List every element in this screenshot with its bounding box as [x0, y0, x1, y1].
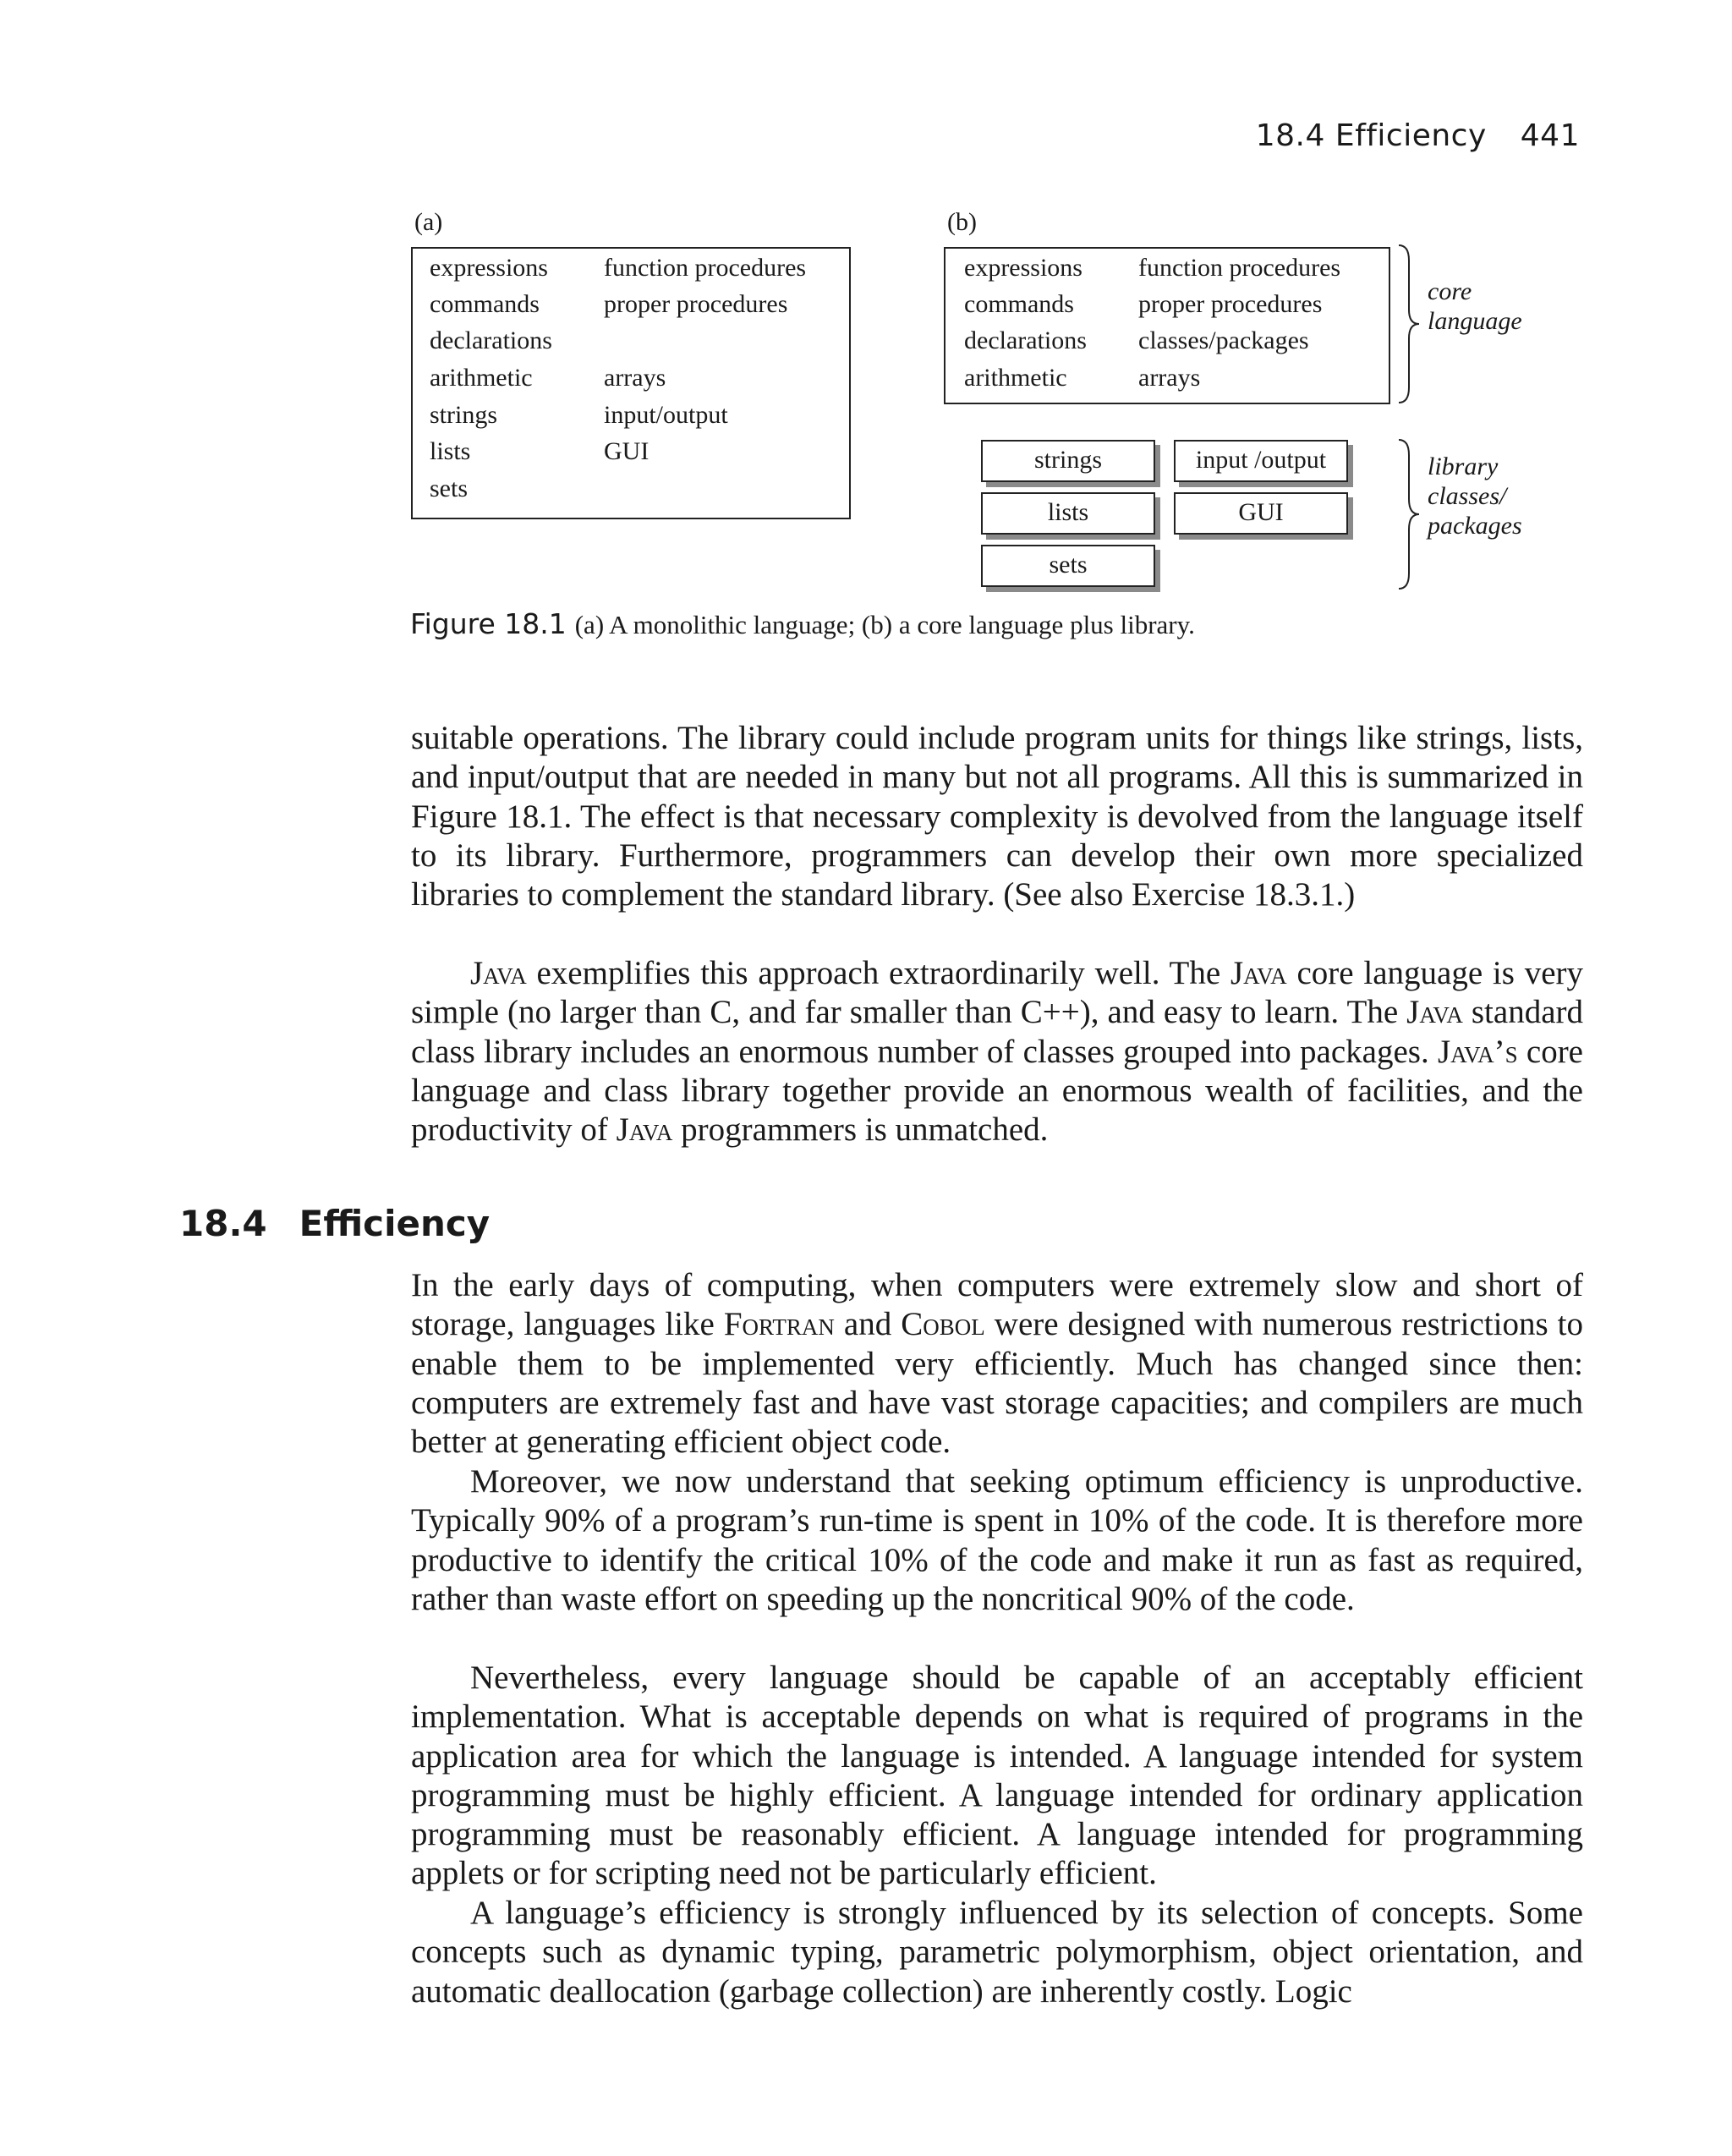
paragraph-concepts: A language’s efficiency is strongly influenced by its selection of concepts. Some concepts such as dynamic typing, parametric polymorphism, object orientation, and automatic deallocation (garbage collection) are inherently costly. Logic — [411, 1895, 1583, 2010]
panel-a-item: expressions — [430, 254, 548, 282]
java-term: Java’s — [1437, 1033, 1518, 1070]
running-head — [1222, 118, 1580, 153]
core-item: commands — [964, 290, 1074, 318]
cobol-term: Cobol — [901, 1306, 985, 1343]
library-box-lists: lists — [981, 492, 1155, 535]
core-item: function procedures — [1138, 254, 1341, 282]
core-item: declarations — [964, 326, 1087, 354]
library-label-line: classes/ — [1428, 482, 1507, 510]
library-box-gui: GUI — [1174, 492, 1348, 535]
text-run: core language is very simple (no larger than C, and far smaller than C++), and easy to learn. The — [411, 955, 1584, 1031]
library-box-input-output: input /output — [1174, 440, 1348, 482]
panel-a-item: function procedures — [604, 254, 807, 282]
text-run: standard class library includes an enormous number of classes grouped into packages. — [411, 994, 1583, 1070]
panel-a-item: lists — [430, 437, 471, 465]
panel-a-item: strings — [430, 401, 498, 429]
panel-a-item: declarations — [430, 326, 552, 354]
core-item: arrays — [1138, 364, 1201, 392]
paragraph-optimum-efficiency: Moreover, we now understand that seeking optimum efficiency is unproductive. Typically 90% of a program’s run-time is spent in 10% of the code. It is therefore more productive to identify the critical 10% of the code and make it run as fast as required, rather than waste effort on speeding up the noncritical 90% of the code. — [411, 1463, 1583, 1617]
library-label — [1428, 452, 1522, 540]
core-item: arithmetic — [964, 364, 1067, 392]
core-item: classes/packages — [1138, 326, 1309, 354]
core-language-brace — [1397, 244, 1422, 404]
panel-a-item: sets — [430, 475, 468, 502]
page-number: 441 — [1520, 118, 1580, 153]
panel-b-label: (b) — [947, 208, 977, 236]
text-run: core language and class library together provide an enormous wealth of facilities, and the productivity of — [411, 1033, 1583, 1149]
java-term: Java — [616, 1111, 673, 1149]
figure-caption — [410, 607, 1195, 640]
library-brace — [1397, 438, 1422, 590]
fortran-term: Fortran — [723, 1306, 835, 1343]
section-number: 18.4 — [179, 1203, 267, 1244]
panel-a-item: commands — [430, 290, 540, 318]
library-box-sets: sets — [981, 545, 1155, 587]
library-label-line: library — [1428, 453, 1499, 480]
section-title: Efficiency — [299, 1203, 491, 1244]
core-language-label — [1428, 277, 1522, 336]
paragraph-early-days — [411, 1266, 1583, 1462]
running-head-section: 18.4 Efficiency — [1255, 118, 1487, 153]
core-label-line: core — [1428, 277, 1472, 305]
panel-a-item: arrays — [604, 364, 666, 392]
panel-a-item: GUI — [604, 437, 650, 465]
paragraph-library: suitable operations. The library could include program units for things like strings, lists, and input/output that are needed in many but not all programs. All this is summarized in Figure 18.1. The effect is that necessary complexity is devolved from the language itself to its library. Furthermore, programmers can develop their own more specialized libraries to complement the standard library. (See also Exercise 18.3.1.) — [411, 720, 1583, 913]
java-term: Java — [1406, 994, 1463, 1031]
text-run: programmers is unmatched. — [672, 1111, 1049, 1149]
paragraph-java — [411, 954, 1583, 1149]
figure-caption-text: (a) A monolithic language; (b) a core language plus library. — [574, 610, 1195, 639]
figure-number: Figure 18.1 — [410, 607, 567, 640]
section-heading — [179, 1203, 490, 1244]
library-label-line: packages — [1428, 512, 1522, 540]
panel-a-item: input/output — [604, 401, 728, 429]
core-label-line: language — [1428, 307, 1522, 335]
library-box-strings: strings — [981, 440, 1155, 482]
java-term: Java — [470, 955, 527, 991]
core-item: proper procedures — [1138, 290, 1323, 318]
text-run: were designed with numerous restrictions to enable them to be implemented very efficiently. Much has changed since then: computers are extremely fast and have vast storage capacities; and compilers are much better at generating efficient object code. — [411, 1306, 1584, 1461]
java-term: Java — [1230, 955, 1287, 991]
text-run: In the early days of computing, when computers were extremely slow and short of storage, languages like — [411, 1267, 1583, 1343]
core-item: expressions — [964, 254, 1082, 282]
panel-a-item: arithmetic — [430, 364, 533, 392]
paragraph-acceptable-efficiency: Nevertheless, every language should be capable of an acceptably efficient implementation. What is acceptable depends on what is required of programs in the application area for which the language is intended. A language intended for system programming must be highly efficient. A language intended for ordinary application programming must be reasonably efficient. A language intended for programming applets or for scripting need not be particularly efficient. — [411, 1660, 1583, 1892]
text-run: and — [834, 1306, 902, 1343]
panel-a-label: (a) — [414, 208, 443, 236]
panel-a-item: proper procedures — [604, 290, 788, 318]
text-run: exemplifies this approach extraordinarily well. The — [526, 955, 1230, 991]
